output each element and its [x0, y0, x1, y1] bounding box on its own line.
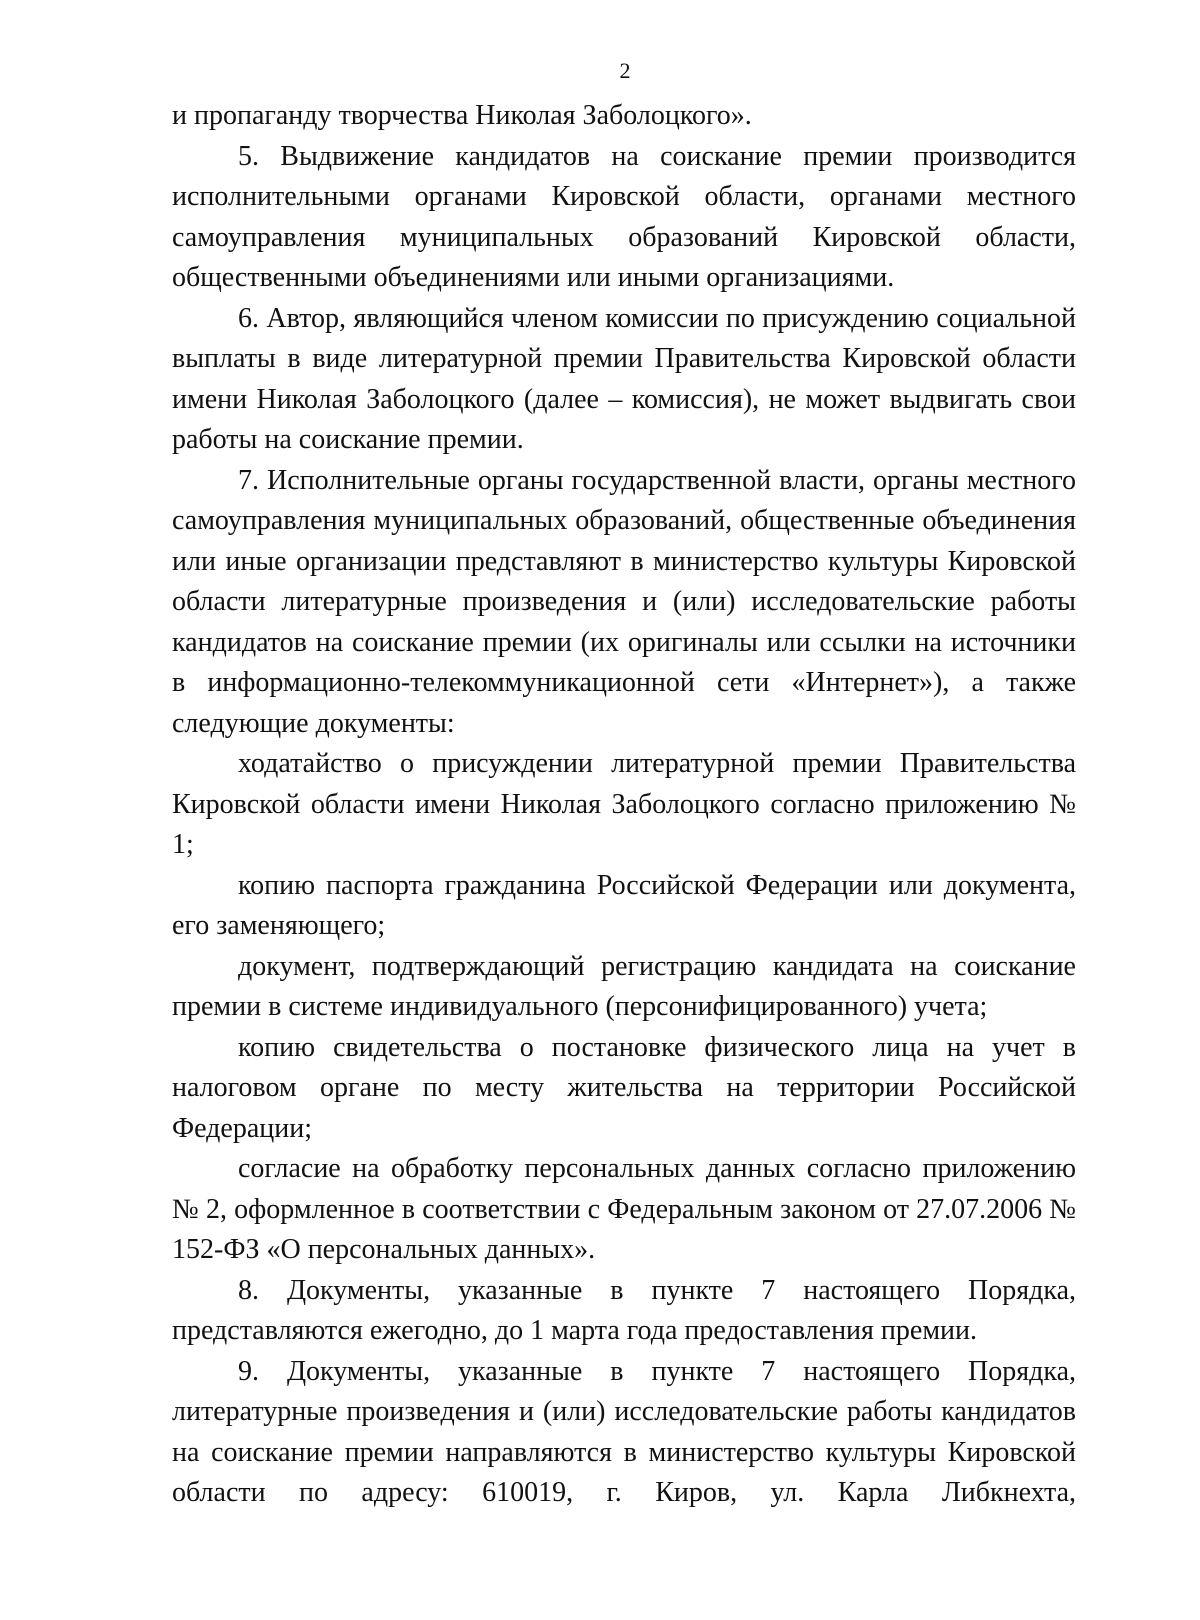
document-list-item-consent: согласие на обработку персональных данных согласно приложению № 2, оформленное в соответствии с Федеральным законом от 27.07.2006 № 152-ФЗ «О персональных данных».: [172, 1153, 1076, 1265]
paragraph-item-7: 7. Исполнительные органы государственной власти, органы местного самоуправления муниципальных образований, общественные объединения или иные организации представляют в министерство культуры Кировской области литературные произведения и (или) исследовательские работы кандидатов на соискание премии (их оригиналы или ссылки на источники в информационно-телекоммуникационной сети «Интернет»), а также следующие документы:: [172, 464, 1076, 739]
document-list-item-tax-certificate: копию свидетельства о постановке физического лица на учет в налоговом органе по месту жительства на территории Российской Федерации;: [172, 1031, 1076, 1144]
page-number: 2: [619, 58, 631, 83]
paragraph-item-6: 6. Автор, являющийся членом комиссии по присуждению социальной выплаты в виде литературной премии Правительства Кировской области имени Николая Заболоцкого (далее – комиссия), не может выдвигать свои работы на соискание премии.: [172, 302, 1076, 455]
paragraph-item-8: 8. Документы, указанные в пункте 7 настоящего Порядка, представляются ежегодно, до 1 марта года предоставления премии.: [172, 1274, 1076, 1346]
paragraph-item-9: 9. Документы, указанные в пункте 7 настоящего Порядка, литературные произведения и (или) исследовательские работы кандидатов на соискание премии направляются в министерство культуры Кировской области по адресу: 610019, г. Киров, ул. Карла Либкнехта,: [172, 1355, 1076, 1508]
paragraph-continuation: и пропаганду творчества Николая Заболоцкого».: [172, 100, 752, 131]
document-list-item-registration: документ, подтверждающий регистрацию кандидата на соискание премии в системе индивидуального (персонифицированного) учета;: [172, 950, 1076, 1022]
document-list-item-passport: копию паспорта гражданина Российской Федерации или документа, его заменяющего;: [172, 869, 1076, 941]
document-list-item-petition: ходатайство о присуждении литературной премии Правительства Кировской области имени Николая Заболоцкого согласно приложению № 1;: [172, 748, 1076, 860]
paragraph-item-5: 5. Выдвижение кандидатов на соискание премии производится исполнительными органами Кировской области, органами местного самоуправления муниципальных образований Кировской области, общественными объединениями или иными организациями.: [172, 140, 1076, 293]
document-body: [172, 96, 1076, 1514]
